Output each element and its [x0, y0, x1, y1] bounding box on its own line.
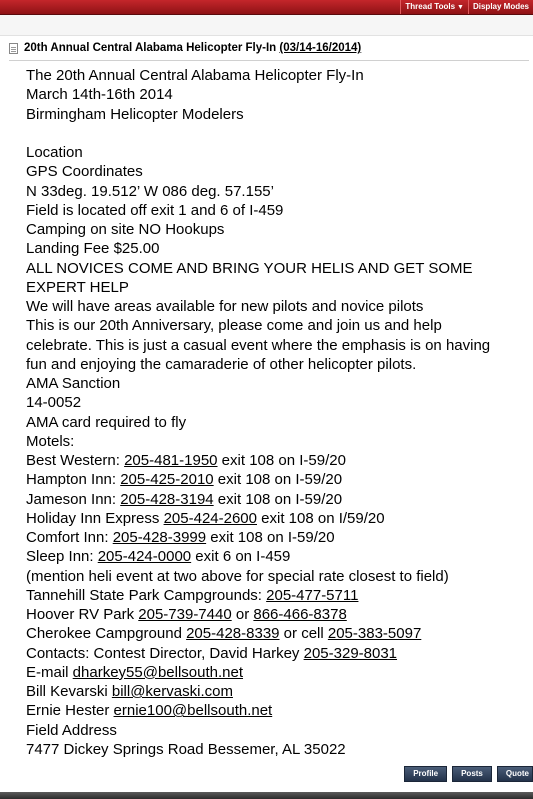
intro-line: The 20th Annual Central Alabama Helicopter Fly-In: [26, 67, 364, 84]
motels-heading: Motels:: [26, 432, 75, 450]
post-title-bar: [9, 36, 529, 61]
novices-line-cont: EXPERT HELP: [26, 278, 129, 296]
post-header-strip: [0, 15, 533, 36]
thread-tools-label: Thread Tools: [405, 2, 456, 11]
cell-text: or cell: [279, 625, 328, 643]
posts-button[interactable]: Posts: [452, 766, 492, 782]
phone-link[interactable]: 866-466-8378: [253, 606, 347, 623]
club-line: Birmingham Helicopter Modelers: [26, 105, 244, 123]
ernie-contact-line: [26, 701, 531, 720]
motel-name: Holiday Inn Express: [26, 509, 164, 527]
post-title-dates: (03/14-16/2014): [279, 42, 362, 54]
phone-link[interactable]: 205-424-2600: [163, 509, 257, 527]
motel-note: exit 108 on I-59/20: [217, 452, 346, 469]
field-address: 7477 Dickey Springs Road Bessemer, AL 35022: [26, 740, 346, 758]
motel-name: Comfort Inn:: [26, 529, 113, 546]
contact-name: Ernie Hester: [26, 702, 114, 720]
field-address-heading: Field Address: [26, 721, 117, 739]
bill-contact-line: [26, 682, 531, 701]
coordinates-line: N 33deg. 19.512’ W 086 deg. 57.155’: [26, 182, 274, 200]
phone-link[interactable]: 205-739-7440: [138, 606, 232, 623]
or-text: or: [231, 606, 254, 623]
camping-line: Camping on site NO Hookups: [26, 221, 225, 238]
motel-note: exit 108 on I/59/20: [257, 509, 385, 527]
camp-hoover: [26, 605, 531, 624]
field-directions-line: Field is located off exit 1 and 6 of I-459: [26, 201, 284, 219]
contacts-label: Contacts: Contest Director, David Harkey: [26, 644, 304, 662]
motel-name: Sleep Inn:: [26, 548, 98, 566]
motel-comfort-inn: [26, 528, 531, 547]
motel-name: Hampton Inn:: [26, 471, 121, 489]
phone-link[interactable]: 205-425-2010: [120, 471, 214, 489]
motel-hampton-inn: [26, 470, 531, 489]
motel-sleep-inn: [26, 547, 531, 566]
post-title: 20th Annual Central Alabama Helicopter Fly-In: [24, 42, 277, 54]
motel-note: exit 6 on I-459: [191, 548, 291, 566]
profile-button[interactable]: Profile: [404, 766, 447, 782]
phone-link[interactable]: 205-329-8031: [303, 644, 398, 662]
post-action-buttons: [404, 766, 533, 782]
motel-note: exit 108 on I-59/20: [213, 471, 343, 489]
phone-link[interactable]: 205-428-8339: [186, 625, 280, 643]
motel-note: exit 108 on I-59/20: [206, 529, 335, 546]
contacts-line: [26, 644, 531, 663]
motel-name: Best Western:: [26, 452, 125, 469]
blank-line: [26, 124, 531, 143]
thread-toolbar: [400, 0, 533, 14]
bottom-bar: [0, 792, 533, 799]
areas-line: We will have areas available for new pilots and novice pilots: [26, 298, 424, 315]
document-icon: [9, 43, 18, 54]
quote-button[interactable]: Quote: [497, 766, 533, 782]
thread-tools-menu[interactable]: [400, 0, 468, 14]
contact-name: Bill Kevarski: [26, 683, 112, 700]
phone-link[interactable]: 205-424-0000: [97, 548, 192, 566]
landing-fee-line: Landing Fee $25.00: [26, 240, 160, 258]
ama-number: 14-0052: [26, 394, 82, 412]
email-link[interactable]: bill@kervaski.com: [111, 683, 233, 700]
ama-heading: AMA Sanction: [26, 375, 121, 392]
phone-link[interactable]: 205-428-3194: [120, 490, 214, 508]
dropdown-arrow-icon: ▼: [457, 4, 464, 11]
anniversary-line: This is our 20th Anniversary, please come and join us and help: [26, 317, 442, 335]
camp-name: Cherokee Campground: [26, 625, 187, 643]
gps-heading: GPS Coordinates: [26, 163, 143, 181]
dates-line: March 14th-16th 2014: [26, 86, 173, 104]
special-rate-note: (mention heli event at two above for special rate closest to field): [26, 567, 449, 585]
motel-note: exit 108 on I-59/20: [213, 490, 343, 508]
email-line: [26, 663, 531, 682]
camp-name: Hoover RV Park: [26, 606, 139, 623]
phone-link[interactable]: 205-428-3999: [112, 529, 207, 546]
motel-jameson-inn: [26, 490, 531, 509]
motel-name: Jameson Inn:: [26, 490, 121, 508]
motel-holiday-inn-express: [26, 509, 531, 528]
anniversary-line-3: fun and enjoying the camaraderie of other helicopter pilots.: [26, 355, 417, 373]
phone-link[interactable]: 205-383-5097: [327, 625, 422, 643]
phone-link[interactable]: 205-481-1950: [124, 452, 218, 469]
ama-card-line: AMA card required to fly: [26, 413, 187, 431]
email-link[interactable]: dharkey55@bellsouth.net: [72, 663, 244, 681]
novices-line: ALL NOVICES COME AND BRING YOUR HELIS AND GET SOME: [26, 259, 473, 277]
anniversary-line-2: celebrate. This is just a casual event where the emphasis is on having: [26, 336, 491, 354]
display-modes-menu[interactable]: [468, 0, 533, 14]
email-link[interactable]: ernie100@bellsouth.net: [113, 702, 273, 720]
post-body: [26, 66, 531, 759]
top-navbar: [0, 0, 533, 15]
camp-tannehill: [26, 586, 531, 605]
camp-cherokee: [26, 624, 531, 643]
display-modes-label: Display Modes: [472, 2, 529, 11]
email-label: E-mail: [26, 663, 73, 681]
location-heading: Location: [26, 144, 83, 161]
camp-name: Tannehill State Park Campgrounds:: [26, 586, 267, 604]
phone-link[interactable]: 205-477-5711: [266, 586, 359, 604]
motel-best-western: [26, 451, 531, 470]
